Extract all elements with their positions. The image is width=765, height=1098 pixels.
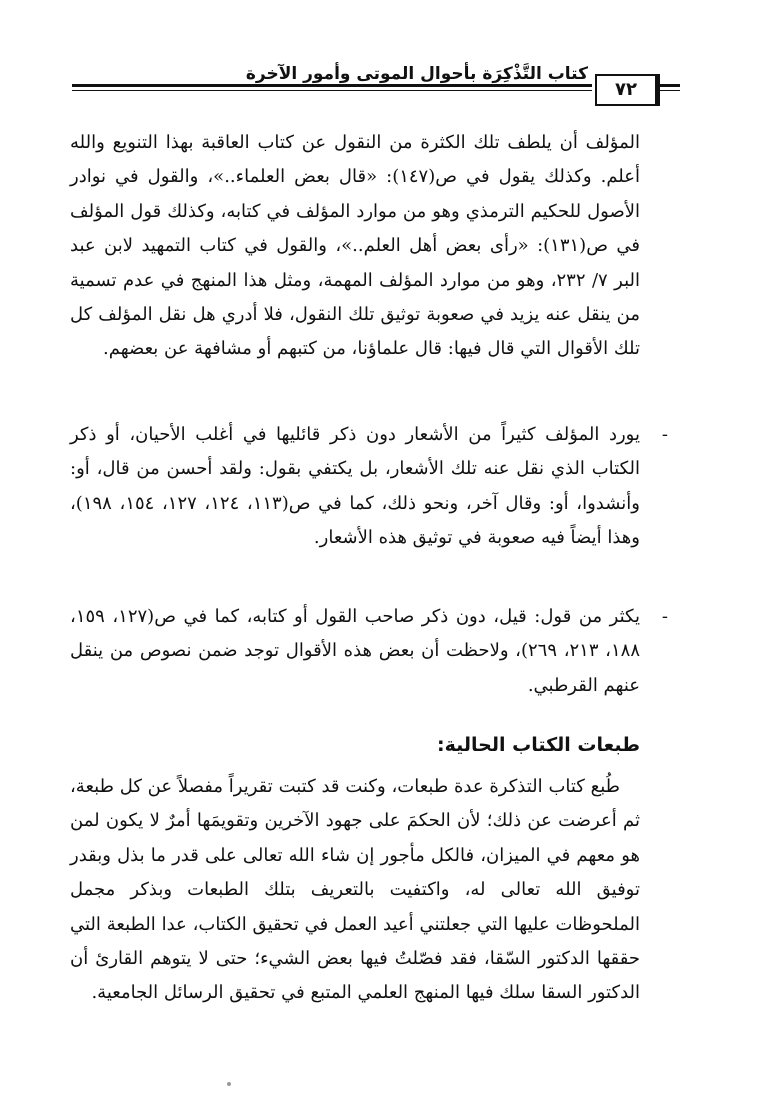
section-heading: طبعات الكتاب الحالية: (437, 734, 640, 756)
bullet-item (70, 418, 668, 556)
bullet-item (70, 600, 668, 703)
header-rule-thin (72, 90, 592, 91)
bullet-text: يكثر من قول: قيل، دون ذكر صاحب القول أو كتابه، كما في ص(١٢٧، ١٥٩، ١٨٨، ٢١٣، ٢٦٩)، ولاحظت أن بعض هذه الأقوال توجد ضمن نصوص من ينقل عنهم القرطبي. (70, 606, 640, 696)
running-header (72, 58, 680, 102)
header-rule (72, 84, 592, 87)
bullet-text: يورد المؤلف كثيراً من الأشعار دون ذكر قائليها في أغلب الأحيان، أو ذكر الكتاب الذي نقل عنه تلك الأشعار، بل يكتفي بقول: ولقد أحسن من قال، أو: وأنشدوا، أو: وقال آخر، ونحو ذلك، كما في ص(١١٣، ١٢٤، ١٢٧، ١٥٤، ١٩٨)، وهذا أيضاً فيه صعوبة في توثيق هذه الأشعار. (70, 424, 641, 549)
editions-paragraph: طُبع كتاب التذكرة عدة طبعات، وكنت قد كتبت تقريراً مفصلاً عن كل طبعة، ثم أعرضت عن ذلك؛ لأن الحكمَ على جهود الآخرين وتقويمَها أمرٌ لا يكون لمن هو معهم في الميزان، فالكل مأجور إن شاء الله تعالى على قدر ما بذل وبقدر توفيق الله تعالى له، واكتفيت بالتعريف بتلك الطبعات وبذكر مجمل الملحوظات عليها التي جعلتني أعيد العمل في تحقيق الكتاب، عدا الطبعة التي حققها الدكتور السّقا، فقد فصّلتُ فيها بعض الشيء؛ حتى لا يتوهم القارئ أن الدكتور السقا سلك فيها المنهج العلمي المتبع في تحقيق الرسائل الجامعية. (70, 776, 640, 1004)
header-rule-right (660, 84, 680, 87)
bullet-dash: - (661, 424, 668, 445)
footer-dot (227, 1082, 231, 1086)
header-rule-right-thin (660, 90, 680, 91)
book-title: كتاب التَّذْكِرَة بأحوال الموتى وأمور الآخرة (245, 64, 588, 84)
intro-paragraph: المؤلف أن يلطف تلك الكثرة من النقول عن كتاب العاقبة بهذا التنويع والله أعلم. وكذلك يقول في ص(١٤٧): «قال بعض العلماء..»، والقول في نوادر الأصول للحكيم الترمذي وهو من موارد المؤلف في كتابه، وكذلك قول المؤلف في ص(١٣١): «رأى بعض أهل العلم..»، والقول في كتاب التمهيد لابن عبد البر ٧/ ٢٣٢، وهو من موارد المؤلف المهمة، ومثل هذا المنهج في عدم تسمية من ينقل عنه يزيد في صعوبة توثيق تلك النقول، فلا أدري هل نقل المؤلف كل تلك الأقوال التي قال فيها: قال علماؤنا، من كتبهم أو مشافهة عن بعضهم. (70, 132, 640, 360)
bullet-dash: - (661, 606, 668, 627)
page-number: ٧٢ (595, 74, 660, 106)
